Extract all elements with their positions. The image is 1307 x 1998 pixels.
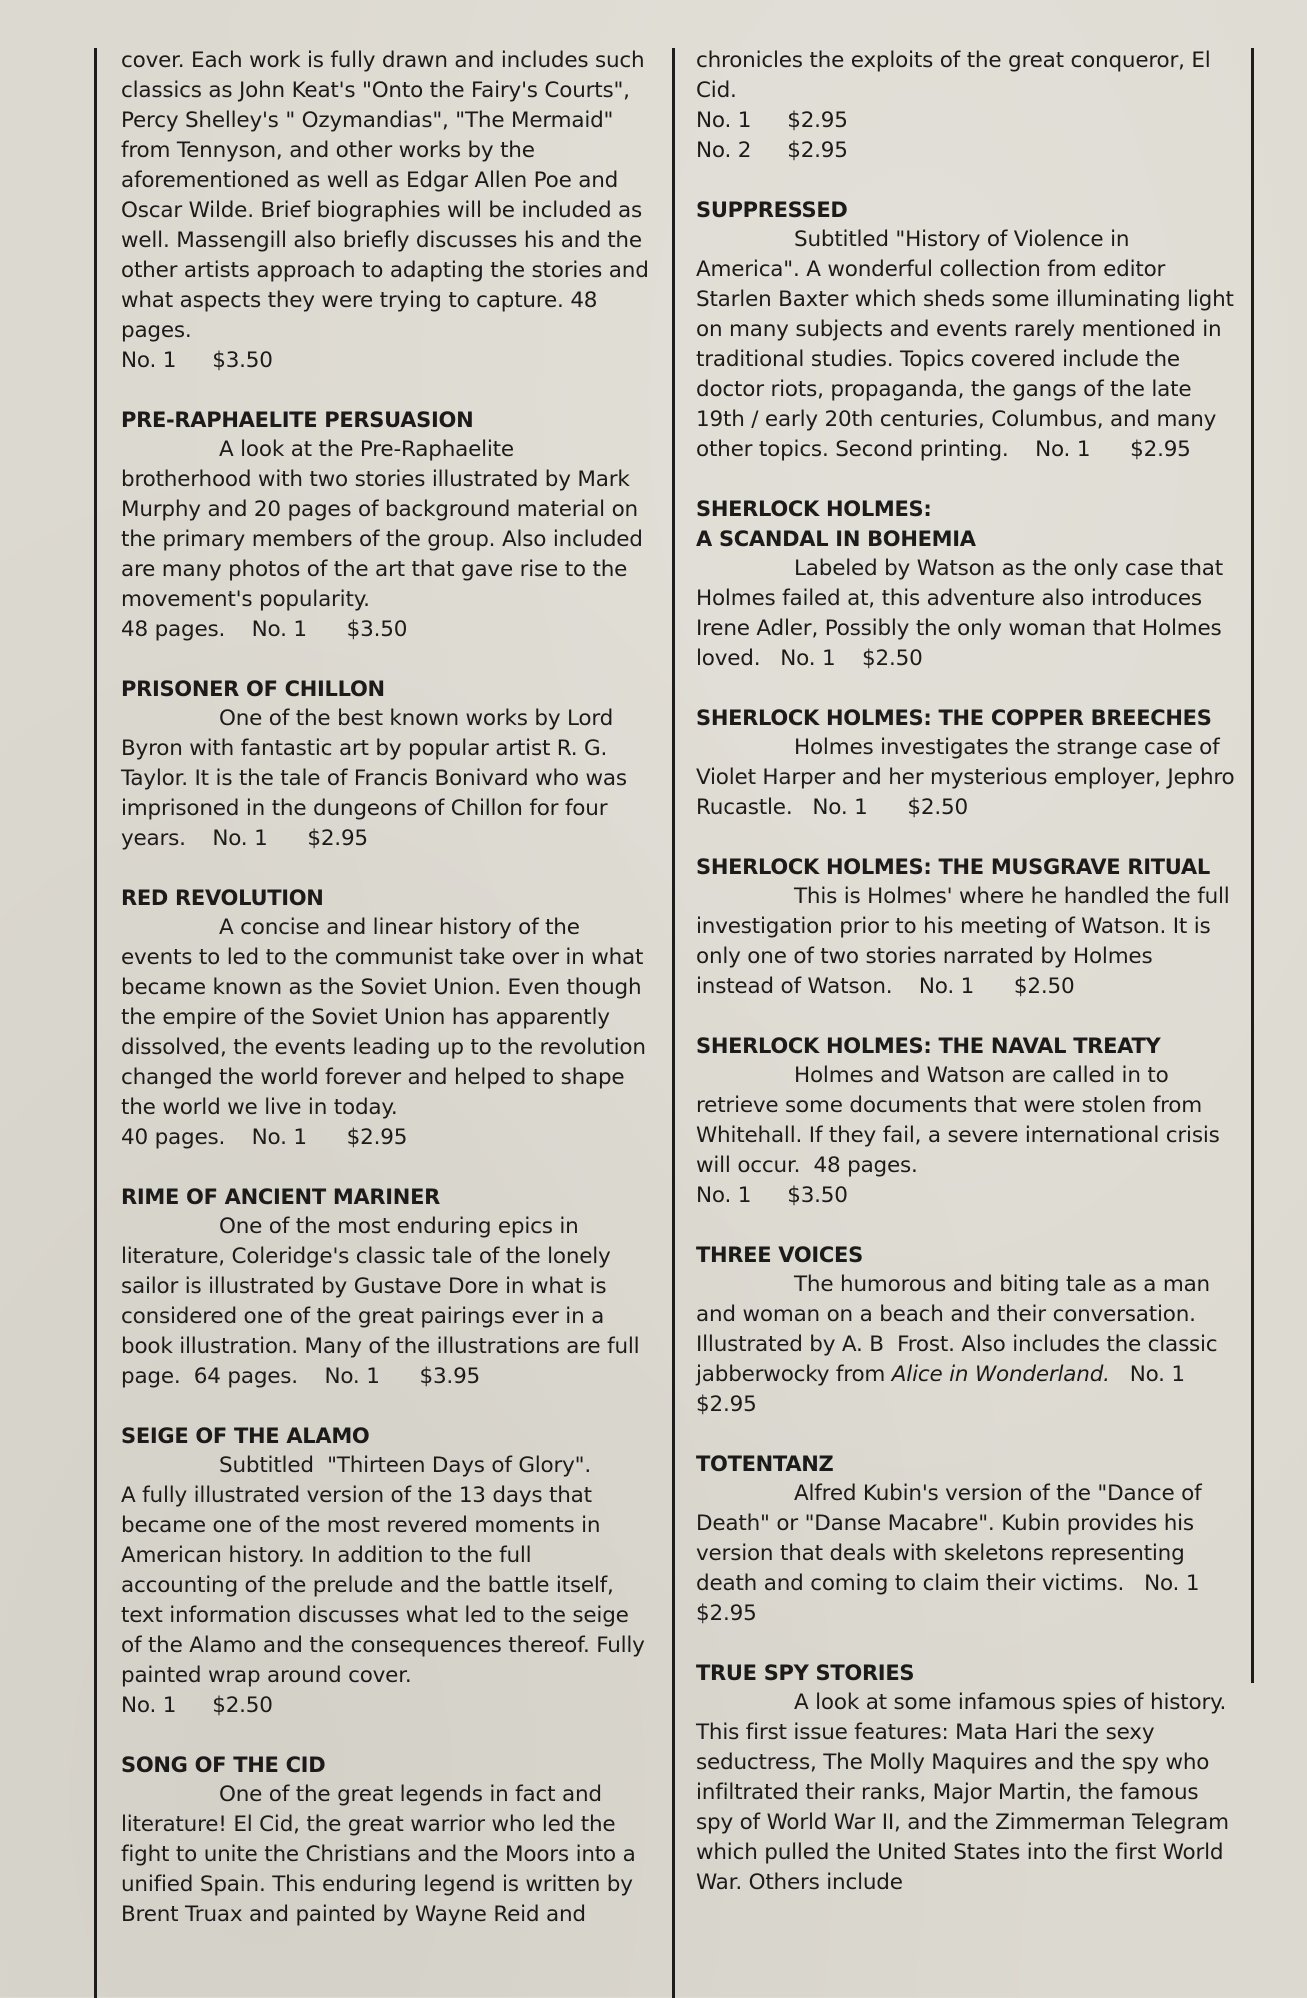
price-line bbox=[696, 136, 1236, 166]
entry-title: PRISONER OF CHILLON bbox=[121, 677, 385, 701]
price-line bbox=[121, 346, 649, 376]
entry-body: Holmes investigates the strange case of Violet Harper and her mysterious employer, Jephro Rucastle. No. 1 $2.50 bbox=[696, 735, 1242, 820]
entry-body: Alfred Kubin's version of the "Dance of Death" or "Danse Macabre". Kubin provides his version that deals with skeletons representing death and coming to claim their victims. No. 1 $2.95 bbox=[696, 1481, 1240, 1626]
entry-song-of-the-cid bbox=[121, 1750, 649, 1930]
left-column bbox=[121, 46, 649, 1959]
entry-copper-breeches bbox=[696, 703, 1242, 823]
entry-body: cover. Each work is fully drawn and includes such classics as John Keat's "Onto the Fairy's Courts", Percy Shelley's " Ozymandias", "The Mermaid" from Tennyson, and other works by the aforementioned as well as Edgar Allen Poe and Oscar Wilde. Brief biographies will be included as well. Massengill also briefly discusses his and the other artists approach to adapting the stories and what aspects they were trying to capture. 48 pages. bbox=[121, 48, 649, 343]
entry-body: A look at the Pre-Raphaelite brotherhood with two stories illustrated by Mark Murphy and 20 pages of background material on the primary members of the group. Also included are many photos of the art that gave rise to the movement's popularity. bbox=[121, 437, 643, 612]
issue-number: No. 2 bbox=[696, 138, 752, 163]
price: $2.95 bbox=[787, 108, 848, 133]
right-column bbox=[696, 46, 1242, 1927]
entry-cover-continued bbox=[121, 46, 649, 376]
right-column-rule bbox=[1251, 48, 1254, 1683]
center-column-rule bbox=[672, 48, 675, 1998]
entry-musgrave-ritual bbox=[696, 852, 1236, 1002]
price: $3.50 bbox=[787, 1183, 848, 1208]
entry-subtitle: Subtitled "Thirteen Days of Glory". bbox=[219, 1453, 592, 1478]
entry-body: A fully illustrated version of the 13 days that became one of the most revered moments in American history. In addition to the full accounting of the prelude and the battle itself, text information discusses what led to the seige of the Alamo and the consequences thereof. Fully painted wrap around cover. bbox=[121, 1483, 645, 1688]
entry-body: Labeled by Watson as the only case that Holmes failed at, this adventure also introduces Irene Adler, Possibly the only woman that Holmes loved. No. 1 $2.50 bbox=[696, 556, 1230, 671]
entry-title: RED REVOLUTION bbox=[121, 886, 324, 910]
entry-body: This is Holmes' where he handled the full investigation prior to his meeting of Watson. It is only one of two stories narrated by Holmes instead of Watson. No. 1 $2.50 bbox=[696, 884, 1237, 999]
entry-title: SHERLOCK HOLMES: THE NAVAL TREATY bbox=[696, 1034, 1161, 1058]
entry-body-wrapper bbox=[696, 1270, 1236, 1420]
price-line: 48 pages. No. 1 $3.50 bbox=[121, 617, 408, 642]
entry-title: THREE VOICES bbox=[696, 1243, 863, 1267]
entry-title: SEIGE OF THE ALAMO bbox=[121, 1424, 370, 1448]
entry-totentanz bbox=[696, 1449, 1240, 1629]
entry-song-of-the-cid-continued bbox=[696, 46, 1236, 166]
entry-body: Holmes and Watson are called in to retrieve some documents that were stolen from Whitehall. If they fail, a severe international crisis will occur. 48 pages. bbox=[696, 1063, 1227, 1178]
entry-three-voices bbox=[696, 1240, 1236, 1420]
entry-body: The humorous and biting tale as a man and woman on a beach and their conversation. Illustrated by A. B Frost. Also includes the classic jabberwocky from bbox=[696, 1272, 1225, 1387]
entry-title: TRUE SPY STORIES bbox=[696, 1661, 915, 1685]
entry-title: PRE-RAPHAELITE PERSUASION bbox=[121, 408, 474, 432]
price: $2.50 bbox=[212, 1693, 273, 1718]
entry-title: TOTENTANZ bbox=[696, 1452, 834, 1476]
issue-number: No. 1 bbox=[121, 1693, 177, 1718]
entry-body: One of the great legends in fact and literature! El Cid, the great warrior who led the fight to unite the Christians and the Moors into a unified Spain. This enduring legend is written by Brent Truax and painted by Wayne Reid and bbox=[121, 1782, 636, 1927]
entry-true-spy-stories bbox=[696, 1658, 1236, 1898]
entry-naval-treaty bbox=[696, 1031, 1236, 1211]
issue-number: No. 1 bbox=[696, 1183, 752, 1208]
entry-title-line-2: A SCANDAL IN BOHEMIA bbox=[696, 527, 976, 551]
entry-body: One of the best known works by Lord Byron with fantastic art by popular artist R. G. Taylor. It is the tale of Francis Bonivard who was imprisoned in the dungeons of Chillon for four years. No. 1 $2.95 bbox=[121, 706, 634, 851]
entry-body: A concise and linear history of the events to led to the communist take over in what became known as the Soviet Union. Even though the empire of the Soviet Union has apparently dissolved, the events leading up to the revolution changed the world forever and helped to shape the world we live in today. bbox=[121, 915, 646, 1120]
entry-body: chronicles the exploits of the great conqueror, El Cid. bbox=[696, 48, 1211, 103]
entry-seige-of-the-alamo bbox=[121, 1421, 649, 1721]
entry-scandal-in-bohemia bbox=[696, 494, 1236, 674]
entry-title: SHERLOCK HOLMES: THE MUSGRAVE RITUAL bbox=[696, 855, 1210, 879]
entry-title: RIME OF ANCIENT MARINER bbox=[121, 1185, 440, 1209]
entry-body: A look at some infamous spies of history. This first issue features: Mata Hari the sexy seductress, The Molly Maquires and the spy who infiltrated their ranks, Major Martin, the famous spy of World War II, and the Zimmerman Telegram which pulled the United States into the first World War. Others include bbox=[696, 1690, 1229, 1895]
entry-body: Subtitled "History of Violence in America". A wonderful collection from editor Starlen Baxter which sheds some illuminating light on many subjects and events rarely mentioned in traditional studies. Topics covered include the doctor riots, propaganda, the gangs of the late 19th / early 20th centuries, Columbus, and many other topics. Second printing. No. 1 $2.95 bbox=[696, 227, 1241, 462]
entry-suppressed bbox=[696, 195, 1241, 465]
entry-rime-of-ancient-mariner bbox=[121, 1182, 649, 1392]
price-line: 40 pages. No. 1 $2.95 bbox=[121, 1125, 408, 1150]
price-line bbox=[121, 1691, 649, 1721]
entry-title: SONG OF THE CID bbox=[121, 1753, 326, 1777]
issue-number: No. 1 bbox=[696, 108, 752, 133]
issue-and-price: No. 1 $2.95 bbox=[696, 1362, 1225, 1417]
entry-title: SHERLOCK HOLMES: THE COPPER BREECHES bbox=[696, 706, 1212, 730]
issue-number: No. 1 bbox=[121, 348, 177, 373]
entry-prisoner-of-chillon bbox=[121, 674, 649, 854]
entry-title: SHERLOCK HOLMES: bbox=[696, 497, 932, 521]
left-column-rule bbox=[94, 48, 97, 1998]
italic-title: Alice in Wonderland. bbox=[891, 1362, 1110, 1387]
entry-pre-raphaelite-persuasion bbox=[121, 405, 649, 645]
entry-title: SUPPRESSED bbox=[696, 198, 848, 222]
price: $2.95 bbox=[787, 138, 848, 163]
price-line bbox=[696, 106, 1236, 136]
price: $3.50 bbox=[212, 348, 273, 373]
price-line bbox=[696, 1181, 1236, 1211]
entry-red-revolution bbox=[121, 883, 649, 1153]
entry-body: One of the most enduring epics in literature, Coleridge's classic tale of the lonely sailor is illustrated by Gustave Dore in what is considered one of the great pairings ever in a book illustration. Many of the illustrations are full page. 64 pages. No. 1 $3.95 bbox=[121, 1214, 647, 1389]
